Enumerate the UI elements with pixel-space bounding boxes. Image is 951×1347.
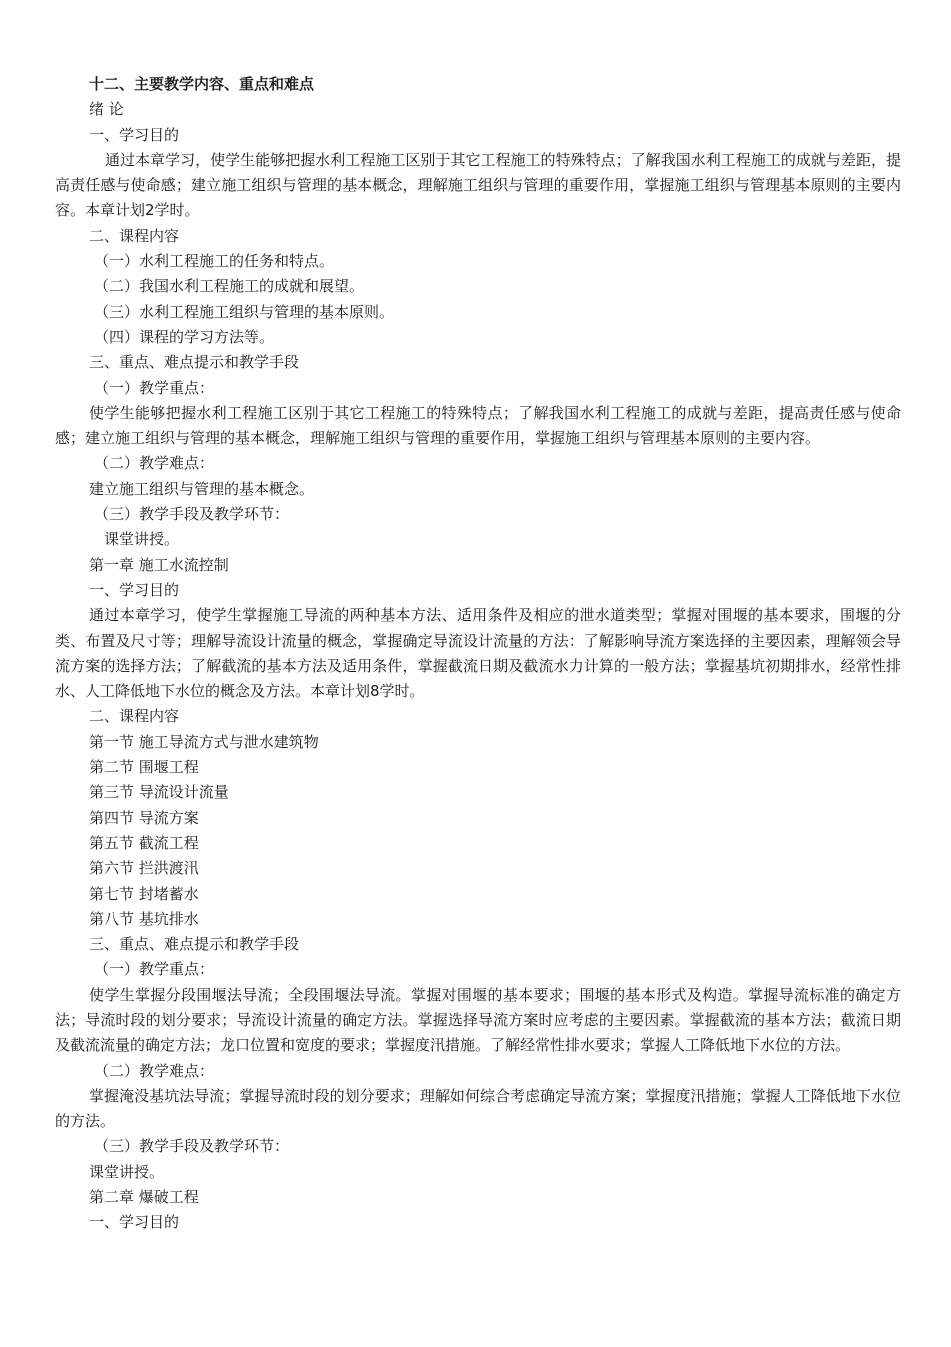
document-page <box>0 72 951 1236</box>
chapter1-difficulty-text: 掌握淹没基坑法导流；掌握导流时段的划分要求；理解如何综合考虑确定导流方案；掌握度汛措施；掌握人工降低地下水位的方法。 <box>55 1086 901 1131</box>
chapter1-method-text: 课堂讲授。 <box>89 1162 165 1181</box>
intro-content-heading: 二、课程内容 <box>89 226 180 245</box>
chapter1-difficulty-label: （二）教学难点： <box>94 1061 215 1080</box>
chapter2-goal-heading: 一、学习目的 <box>89 1213 180 1232</box>
intro-key-heading: 三、重点、难点提示和教学手段 <box>89 353 300 372</box>
chapter1-method-label: （三）教学手段及教学环节： <box>94 1137 290 1156</box>
chapter1-title: 第一章 施工水流控制 <box>89 555 229 574</box>
chapter1-section: 第一节 施工导流方式与泄水建筑物 <box>89 732 319 751</box>
intro-content-item: （三）水利工程施工组织与管理的基本原则。 <box>94 302 395 321</box>
chapter2-title: 第二章 爆破工程 <box>89 1188 199 1207</box>
chapter1-goal-heading: 一、学习目的 <box>89 580 180 599</box>
intro-goal-heading: 一、学习目的 <box>89 125 180 144</box>
chapter1-section: 第五节 截流工程 <box>89 833 199 852</box>
chapter1-section: 第六节 拦洪渡汛 <box>89 859 199 878</box>
chapter1-section: 第三节 导流设计流量 <box>89 783 229 802</box>
intro-difficulty-text: 建立施工组织与管理的基本概念。 <box>89 479 315 498</box>
section-title: 十二、主要教学内容、重点和难点 <box>89 75 315 93</box>
intro-goal-text: 通过本章学习，使学生能够把握水利工程施工区别于其它工程施工的特殊特点；了解我国水利工程施工的成就与差距，提高责任感与使命感；建立施工组织与管理的基本概念，理解施工组织与管理的重要作用，掌握施工组织与管理基本原则的主要内容。本章计划2学时。 <box>55 150 901 220</box>
chapter1-key-heading: 三、重点、难点提示和教学手段 <box>89 935 300 954</box>
chapter1-content-heading: 二、课程内容 <box>89 707 180 726</box>
chapter1-goal-text: 通过本章学习，使学生掌握施工导流的两种基本方法、适用条件及相应的泄水道类型；掌握对围堰的基本要求，围堰的分类、布置及尺寸等；理解导流设计流量的概念，掌握确定导流设计流量的方法：了解影响导流方案选择的主要因素，理解领会导流方案的选择方法；了解截流的基本方法及适用条件，掌握截流日期及截流水力计算的一般方法；掌握基坑初期排水，经常性排水、人工降低地下水位的概念及方法。本章计划8学时。 <box>55 606 901 701</box>
intro-content-item: （二）我国水利工程施工的成就和展望。 <box>94 277 365 296</box>
intro-title: 绪 论 <box>89 100 124 119</box>
chapter1-key-points-text: 使学生掌握分段围堰法导流；全段围堰法导流。掌握对围堰的基本要求；围堰的基本形式及构造。掌握导流标准的确定方法；导流时段的划分要求；导流设计流量的确定方法。掌握选择导流方案时应考虑的主要因素。掌握截流的基本方法；截流日期及截流流量的确定方法；龙口位置和宽度的要求；掌握度汛措施。了解经常性排水要求；掌握人工降低地下水位的方法。 <box>55 985 901 1055</box>
intro-method-label: （三）教学手段及教学环节： <box>94 505 290 524</box>
intro-content-item: （四）课程的学习方法等。 <box>94 327 275 346</box>
intro-key-points-text: 使学生能够把握水利工程施工区别于其它工程施工的特殊特点；了解我国水利工程施工的成就与差距，提高责任感与使命感；建立施工组织与管理的基本概念，理解施工组织与管理的重要作用，掌握施工组织与管理基本原则的主要内容。 <box>55 403 901 448</box>
chapter1-section: 第四节 导流方案 <box>89 808 199 827</box>
chapter1-section: 第二节 围堰工程 <box>89 758 199 777</box>
intro-difficulty-label: （二）教学难点： <box>94 454 215 473</box>
intro-key-points-label: （一）教学重点： <box>94 378 215 397</box>
chapter1-section: 第八节 基坑排水 <box>89 909 199 928</box>
chapter1-key-points-label: （一）教学重点： <box>94 960 215 979</box>
intro-content-item: （一）水利工程施工的任务和特点。 <box>94 252 335 271</box>
intro-method-text: 课堂讲授。 <box>104 530 180 549</box>
chapter1-section: 第七节 封堵蓄水 <box>89 884 199 903</box>
